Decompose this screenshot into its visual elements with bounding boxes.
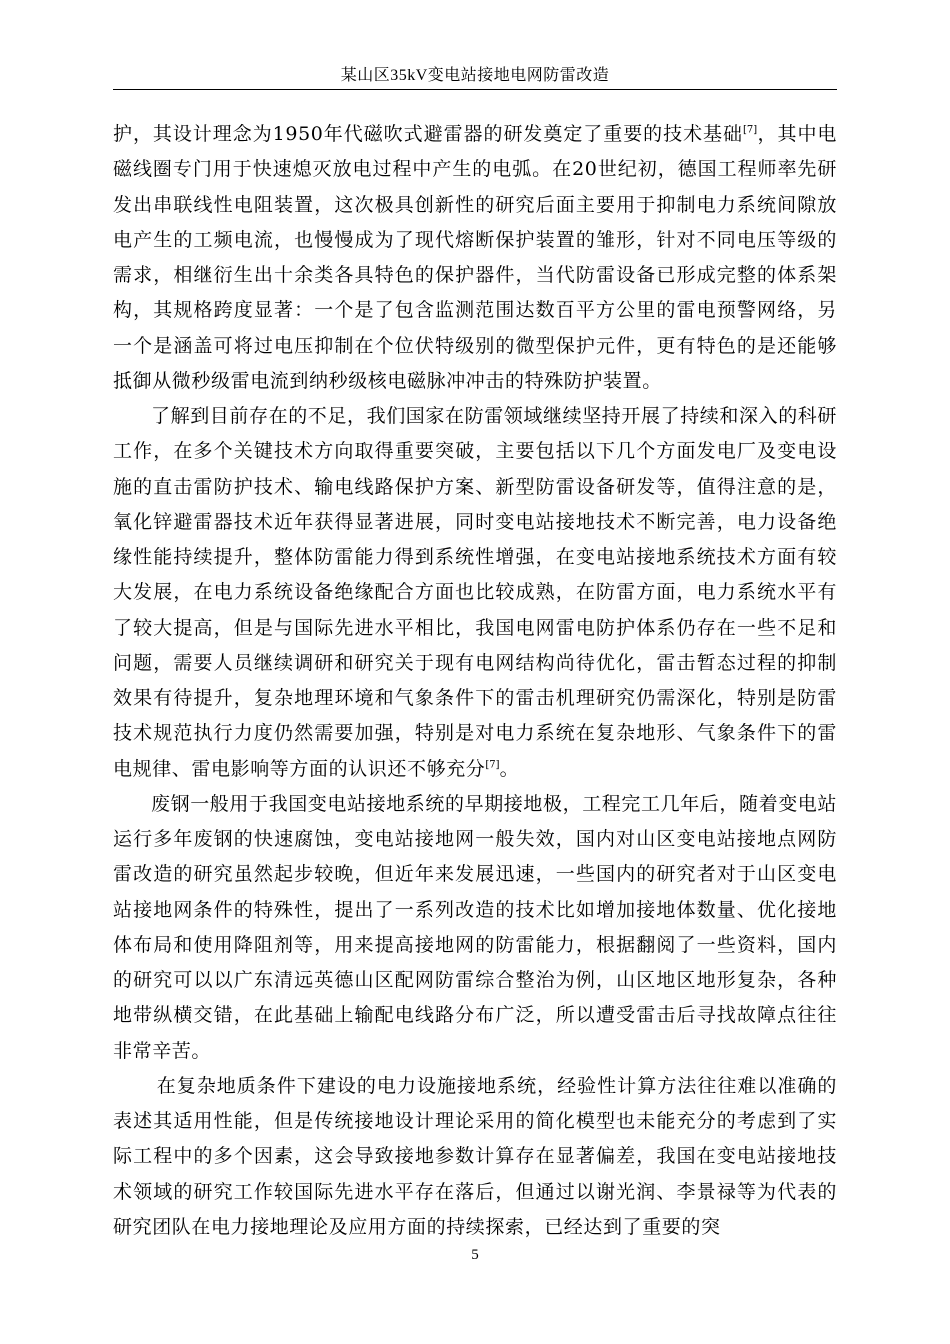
citation-7: [7] [742, 124, 758, 136]
paragraph-2 [113, 399, 837, 787]
paragraph-4 [113, 1069, 837, 1245]
paragraph-3 [113, 787, 837, 1069]
paragraph-1 [113, 117, 837, 399]
paragraph-2-tail: 。 [499, 757, 520, 780]
paragraph-2-text: 了解到目前存在的不足，我们国家在防雷领域继续坚持开展了持续和深入的科研工作，在多个关键技术方向取得重要突破，主要包括以下几个方面发电厂及变电设施的直击雷防护技术、输电线路保护方案、新型防雷设备研发等，值得注意的是，氧化锌避雷器技术近年获得显著进展，同时变电站接地技术不断完善，电力设备绝缘性能持续提升，整体防雷能力得到系统性增强，在变电站接地系统技术方面有较大发展，在电力系统设备绝缘配合方面也比较成熟，在防雷方面，电力系统水平有了较大提高，但是与国际先进水平相比，我国电网雷电防护体系仍存在一些不足和问题，需要人员继续调研和研究关于现有电网结构尚待优化，雷击暂态过程的抑制效果有待提升，复杂地理环境和气象条件下的雷击机理研究仍需深化，特别是防雷技术规范执行力度仍然需要加强，特别是对电力系统在复杂地形、气象条件下的雷电规律、雷电影响等方面的认识还不够充分 [113, 405, 838, 780]
paragraph-3-text: 废钢一般用于我国变电站接地系统的早期接地极，工程完工几年后，随着变电站运行多年废钢的快速腐蚀，变电站接地网一般失效，国内对山区变电站接地点网防雷改造的研究虽然起步较晚，但近年来发展迅速，一些国内的研究者对于山区变电站接地网条件的特殊性，提出了一系列改造的技术比如增加接地体数量、优化接地体布局和使用降阻剂等，用来提高接地网的防雷能力，根据翻阅了一些资料，国内的研究可以以广东清远英德山区配网防雷综合整治为例，山区地区地形复杂，各种地带纵横交错，在此基础上输配电线路分布广泛，所以遭受雷击后寻找故障点往往非常辛苦。 [113, 792, 838, 1062]
header-rule [113, 89, 837, 90]
paragraph-4-text: 在复杂地质条件下建设的电力设施接地系统，经验性计算方法往往难以准确的表述其适用性能，但是传统接地设计理论采用的简化模型也未能充分的考虑到了实际工程中的多个因素，这会导致接地参数计算存在显著偏差，我国在变电站接地技术领域的研究工作较国际先进水平存在落后，但通过以谢光润、李景禄等为代表的研究团队在电力接地理论及应用方面的持续探索，已经达到了重要的突 [113, 1074, 837, 1238]
citation-7: [7] [485, 759, 500, 771]
paragraph-1-text: 护，其设计理念为1950年代磁吹式避雷器的研发奠定了重要的技术基础 [113, 123, 743, 145]
body-text [113, 117, 837, 1245]
running-header: 某山区35kV变电站接地电网防雷改造 [340, 67, 610, 84]
paragraph-1-tail: ，其中电磁线圈专门用于快速熄灭放电过程中产生的电弧。在20世纪初，德国工程师率先研发出串联线性电阻装置，这次极具创新性的研究后面主要用于抑制电力系统间隙放电产生的工频电流，也慢慢成为了现代熔断保护装置的雏形，针对不同电压等级的需求，相继衍生出十余类各具特色的保护器件，当代防雷设备已形成完整的体系架构，其规格跨度显著：一个是了包含监测范围达数百平方公里的雷电预警网络，另一个是涵盖可将过电压抑制在个位伏特级别的微型保护元件，更有特色的是还能够抵御从微秒级雷电流到纳秒级核电磁脉冲冲击的特殊防护装置。 [113, 123, 837, 392]
page-number: 5 [471, 1247, 479, 1263]
